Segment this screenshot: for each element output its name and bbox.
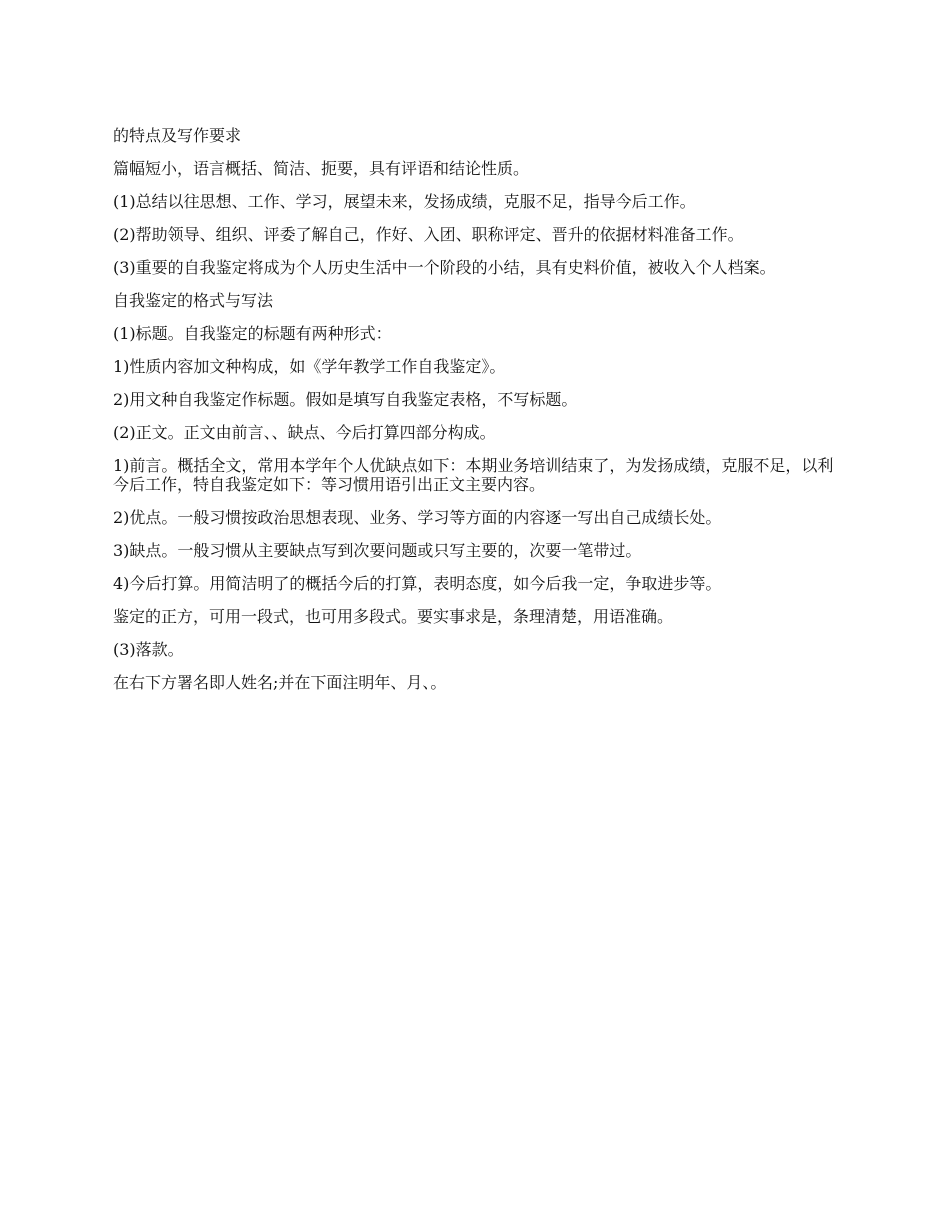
paragraph: (3)重要的自我鉴定将成为个人历史生活中一个阶段的小结，具有史料价值，被收入个人档案。 <box>113 258 776 277</box>
paragraph: 4)今后打算。用简洁明了的概括今后的打算，表明态度，如今后我一定，争取进步等。 <box>113 574 722 593</box>
document-body <box>113 126 841 706</box>
paragraph: 2)优点。一般习惯按政治思想表现、业务、学习等方面的内容逐一写出自己成绩长处。 <box>113 508 722 527</box>
paragraph: 2)用文种自我鉴定作标题。假如是填写自我鉴定表格，不写标题。 <box>113 390 578 409</box>
paragraph: (1)标题。自我鉴定的标题有两种形式： <box>113 324 392 343</box>
paragraph: (2)帮助领导、组织、评委了解自己，作好、入团、职称评定、晋升的依据材料准备工作。 <box>113 225 744 244</box>
paragraph: 鉴定的正方，可用一段式，也可用多段式。要实事求是，条理清楚，用语准确。 <box>113 607 674 626</box>
paragraph: 1)性质内容加文种构成，如《学年教学工作自我鉴定》。 <box>113 357 506 376</box>
paragraph: 在右下方署名即人姓名;并在下面注明年、月、。 <box>113 673 447 692</box>
paragraph: 1)前言。概括全文，常用本学年个人优缺点如下：本期业务培训结束了，为发扬成绩，克服不足，以利今后工作，特自我鉴定如下：等习惯用语引出正文主要内容。 <box>113 456 834 494</box>
paragraph: (2)正文。正文由前言、、缺点、今后打算四部分构成。 <box>113 423 496 442</box>
section-heading-features: 的特点及写作要求 <box>113 126 242 145</box>
section-heading-format: 自我鉴定的格式与写法 <box>113 291 274 310</box>
paragraph: (3)落款。 <box>113 640 184 659</box>
paragraph: 篇幅短小，语言概括、简洁、扼要，具有评语和结论性质。 <box>113 159 530 178</box>
paragraph: 3)缺点。一般习惯从主要缺点写到次要问题或只写主要的，次要一笔带过。 <box>113 541 642 560</box>
paragraph: (1)总结以往思想、工作、学习，展望未来，发扬成绩，克服不足，指导今后工作。 <box>113 192 696 211</box>
